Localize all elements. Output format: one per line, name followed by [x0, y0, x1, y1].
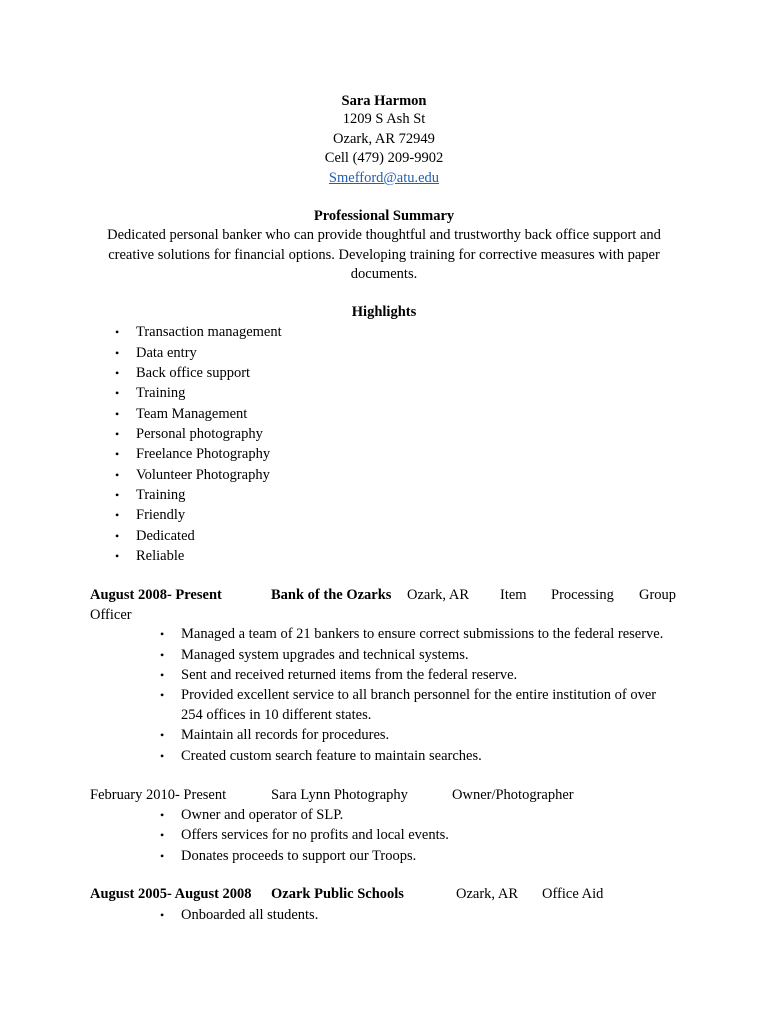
bullet-icon: •: [115, 427, 120, 441]
candidate-name: Sara Harmon: [341, 93, 427, 109]
highlights-heading: Highlights: [351, 304, 417, 320]
email-line: [0, 169, 768, 187]
list-item: Back office support: [136, 365, 251, 381]
job-bullet: Onboarded all students.: [181, 907, 319, 923]
job-location: Ozark, AR: [407, 587, 470, 603]
summary-heading: Professional Summary: [313, 208, 455, 224]
job-bullet: Offers services for no profits and local events.: [181, 827, 449, 843]
bullet-icon: •: [115, 488, 120, 502]
job-title-word: Group: [639, 587, 677, 603]
list-item: Training: [136, 385, 186, 401]
list-item: Transaction management: [136, 324, 282, 340]
job-dates: August 2008- Present: [90, 587, 222, 603]
bullet-icon: •: [160, 668, 165, 682]
list-item: Freelance Photography: [136, 446, 271, 462]
bullet-icon: •: [115, 508, 120, 522]
job-employer: Sara Lynn Photography: [271, 787, 408, 803]
list-item: Volunteer Photography: [136, 467, 270, 483]
job-title-word: Item: [500, 587, 527, 603]
bullet-icon: •: [160, 688, 165, 702]
job-bullet: Managed a team of 21 bankers to ensure correct submissions to the federal reserve.: [181, 626, 664, 642]
job-bullet: Managed system upgrades and technical systems.: [181, 647, 469, 663]
bullet-icon: •: [115, 346, 120, 360]
job-employer: Bank of the Ozarks: [271, 587, 392, 603]
bullet-icon: •: [115, 447, 120, 461]
job-bullet: Provided excellent service to all branch personnel for the entire institution of over: [181, 687, 657, 703]
list-item: Dedicated: [136, 528, 195, 544]
bullet-icon: •: [160, 828, 165, 842]
job-location: Ozark, AR: [456, 886, 519, 902]
job-title: Owner/Photographer: [452, 787, 574, 803]
job-bullet-continued: 254 offices in 10 different states.: [181, 707, 372, 723]
list-item: Personal photography: [136, 426, 263, 442]
bullet-icon: •: [115, 366, 120, 380]
bullet-icon: •: [115, 407, 120, 421]
bullet-icon: •: [115, 529, 120, 543]
job-employer: Ozark Public Schools: [271, 886, 404, 902]
phone-number: Cell (479) 209-9902: [324, 150, 444, 166]
job-bullet: Owner and operator of SLP.: [181, 807, 344, 823]
job-title-word: Processing: [551, 587, 614, 603]
summary-text: Dedicated personal banker who can provide thoughtful and trustworthy back office support and creative solutions for financial options. Developing training for corrective measures with paper documents.: [107, 227, 661, 282]
job-dates: August 2005- August 2008: [90, 886, 252, 902]
job-title: Office Aid: [542, 886, 604, 902]
bullet-icon: •: [160, 749, 165, 763]
city-state-zip: Ozark, AR 72949: [333, 131, 435, 147]
bullet-icon: •: [160, 648, 165, 662]
job-bullet: Donates proceeds to support our Troops.: [181, 848, 417, 864]
list-item: Training: [136, 487, 186, 503]
bullet-icon: •: [160, 908, 165, 922]
job-dates: February 2010- Present: [90, 787, 227, 803]
bullet-icon: •: [115, 549, 120, 563]
street-address: 1209 S Ash St: [342, 111, 426, 127]
job-bullet: Maintain all records for procedures.: [181, 727, 390, 743]
list-item: Friendly: [136, 507, 186, 523]
bullet-icon: •: [160, 849, 165, 863]
job-bullet: Sent and received returned items from the federal reserve.: [181, 667, 518, 683]
bullet-icon: •: [115, 386, 120, 400]
bullet-icon: •: [160, 627, 165, 641]
bullet-icon: •: [160, 808, 165, 822]
bullet-icon: •: [115, 325, 120, 339]
list-item: Reliable: [136, 548, 185, 564]
job-bullet: Created custom search feature to maintain searches.: [181, 748, 482, 764]
list-item: Data entry: [136, 345, 197, 361]
job-title-continued: Officer: [90, 607, 132, 623]
bullet-icon: •: [160, 728, 165, 742]
email-link[interactable]: Smefford@atu.edu: [328, 170, 440, 186]
bullet-icon: •: [115, 468, 120, 482]
list-item: Team Management: [136, 406, 248, 422]
